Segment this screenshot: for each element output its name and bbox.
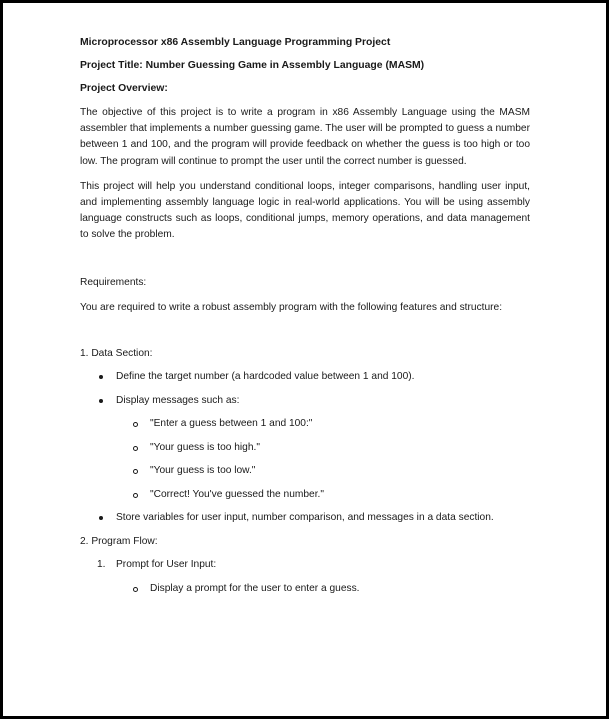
list-item: "Enter a guess between 1 and 100:" — [80, 417, 530, 431]
bullet-icon — [99, 399, 103, 403]
document-page — [3, 3, 606, 716]
requirements-text: You are required to write a robust assembly program with the following features and structure: — [80, 301, 503, 313]
list-item: "Your guess is too low." — [80, 464, 530, 478]
hollow-bullet-icon — [133, 587, 138, 592]
messages-list — [80, 417, 530, 502]
step-label: Prompt for User Input: — [116, 559, 217, 571]
section-program-flow-label: 2. Program Flow: — [80, 535, 158, 547]
data-section-list-continued — [80, 511, 530, 525]
overview-paragraph-1: The objective of this project is to write a program in x86 Assembly Language using the MASM assembler that implements a number guessing game. The user will be prompted to guess a number between 1 and 100, and the program will provide feedback on whether the guess is too high or too low. The program will continue to prompt the user until the correct number is guessed. — [80, 107, 530, 167]
program-flow-step-1 — [80, 558, 530, 572]
hollow-bullet-icon — [133, 422, 138, 427]
list-item: Display a prompt for the user to enter a guess. — [80, 582, 530, 596]
overview-heading: Project Overview: — [80, 83, 168, 94]
program-flow-sub-list — [80, 582, 530, 596]
overview-paragraph-2: This project will help you understand conditional loops, integer comparisons, handling user input, and implementing assembly language logic in real-world applications. You will be using assembly language constructs such as loops, conditional jumps, memory operations, and data management to solve the problem. — [80, 180, 530, 241]
hollow-bullet-icon — [133, 446, 138, 451]
hollow-bullet-icon — [133, 469, 138, 474]
bullet-icon — [99, 375, 103, 379]
requirements-label: Requirements: — [80, 276, 147, 288]
document-title: Microprocessor x86 Assembly Language Programming Project — [80, 37, 391, 48]
list-item: Store variables for user input, number comparison, and messages in a data section. — [80, 511, 530, 525]
project-title: Project Title: Number Guessing Game in Assembly Language (MASM) — [80, 60, 425, 71]
hollow-bullet-icon — [133, 493, 138, 498]
section-data-label: 1. Data Section: — [80, 347, 153, 359]
data-section-list — [80, 370, 530, 408]
list-item: Define the target number (a hardcoded value between 1 and 100). — [80, 370, 530, 384]
list-item: "Correct! You've guessed the number." — [80, 488, 530, 502]
list-item: Display messages such as: — [80, 394, 530, 408]
step-number: 1. — [97, 559, 106, 571]
bullet-icon — [99, 516, 103, 520]
document-content — [80, 36, 530, 605]
list-item: "Your guess is too high." — [80, 441, 530, 455]
